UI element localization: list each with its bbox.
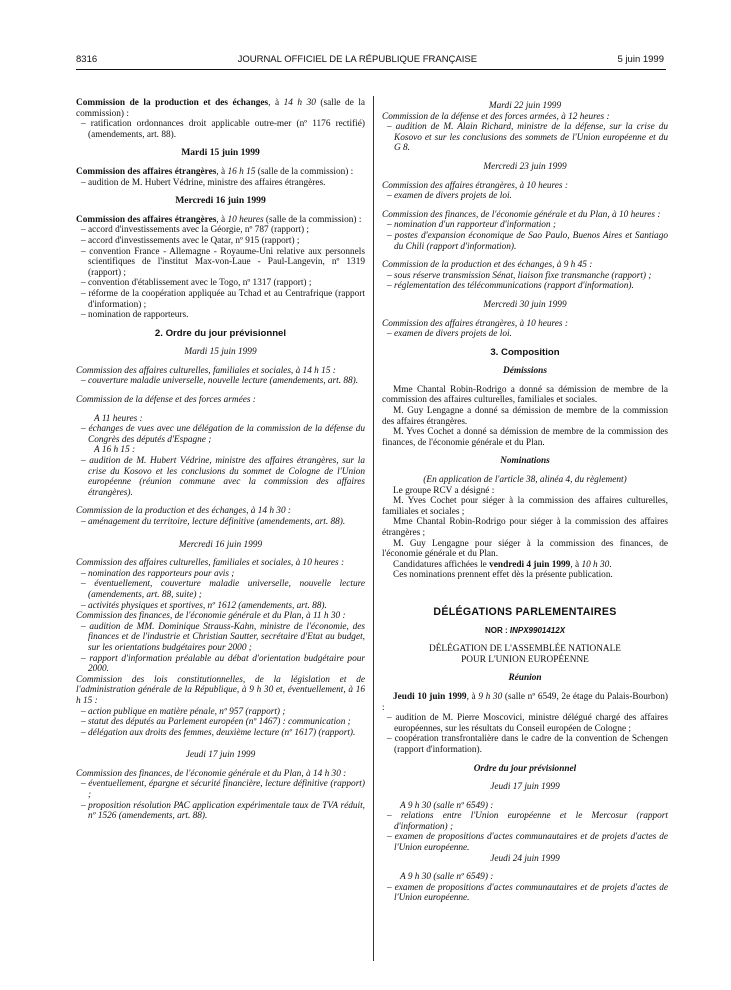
- paragraph: Mme Chantal Robin-Rodrigo pour siéger à la commission des affaires étrangères ;: [382, 517, 668, 538]
- paragraph: M. Yves Cochet pour siéger à la commission des affaires culturelles, familiales et sociales ;: [382, 496, 668, 517]
- paragraph: Jeudi 10 juin 1999, à 9 h 30 (salle nº 6549, 2e étage du Palais-Bourbon) :: [382, 691, 668, 713]
- commission-heading: Commission des finances, de l'économie générale et du Plan, à 11 h 30 :: [76, 611, 346, 622]
- section-title: 3. Composition: [490, 346, 560, 358]
- paragraph: M. Yves Cochet a donné sa démission de membre de la commission des finances, de l'économie générale et du Plan.: [382, 427, 668, 448]
- agenda-entry: Commission des affaires étrangères, à 10 heures (salle de la commission) :: [76, 214, 362, 225]
- agenda-item: – sous réserve transmission Sénat, liaison fixe transmanche (rapport) ;: [387, 270, 652, 281]
- commission-heading: Commission de la production et des échanges, à 9 h 45 :: [382, 260, 593, 271]
- agenda-item: – convention d'établissement avec le Togo, nº 1317 (rapport) ;: [81, 278, 312, 289]
- commission-heading: Commission des finances, de l'économie générale et du Plan, à 14 h 30 :: [76, 768, 347, 779]
- date-heading: Mercredi 23 juin 1999: [483, 161, 567, 172]
- delegation-name: DÉLÉGATION DE L'ASSEMBLÉE NATIONALE: [429, 644, 621, 655]
- agenda-item: – audition de M. Pierre Moscovici, ministre délégué chargé des affaires européennes, sur les résultats du Conseil européen de Cologne ;: [387, 713, 668, 734]
- agenda-item: – ratification ordonnances droit applicable outre-mer (nº 1176 rectifié) (amendements, art. 88).: [81, 119, 365, 140]
- agenda-entry: Commission des affaires étrangères, à 16 h 15 (salle de la commission) :: [76, 166, 354, 177]
- paragraph: Candidatures affichées le vendredi 4 juin 1999, à 10 h 30.: [393, 559, 612, 570]
- agenda-item: – examen de propositions d'actes communautaires et de projets d'actes de l'Union européenne.: [387, 832, 668, 854]
- agenda-item: – statut des députés au Parlement européen (nº 1467) : communication ;: [81, 717, 351, 728]
- agenda-item: – postes d'expansion économique de Sao Paulo, Buenos Aires et Santiago du Chili (rapport d'information).: [387, 230, 668, 252]
- agenda-item: – coopération transfrontalière dans le cadre de la convention de Schengen (rapport d'information).: [387, 734, 668, 755]
- agenda-item: – examen de propositions d'actes communautaires et de projets d'actes de l'Union européenne.: [387, 882, 668, 904]
- delegations-title: DÉLÉGATIONS PARLEMENTAIRES: [433, 605, 617, 618]
- agenda-item: – convention France - Allemagne - Royaume-Uni relative aux personnels scientifiques de l'institut Max-von-Laue - Paul-Langevin, nº 1319 (rapport) ;: [81, 246, 365, 278]
- paragraph: M. Guy Lengagne a donné sa démission de membre de la commission des affaires étrangères.: [382, 406, 668, 427]
- section-title: 2. Ordre du jour prévisionnel: [154, 327, 287, 339]
- agenda-item: – activités physiques et sportives, nº 1612 (amendements, art. 88).: [81, 600, 327, 611]
- commission-heading: Commission des affaires étrangères, à 10 heures :: [382, 318, 568, 329]
- date-heading: Mercredi 16 juin 1999: [178, 539, 263, 550]
- page-number: 8316: [76, 54, 98, 65]
- date-heading: Mercredi 30 juin 1999: [483, 299, 567, 310]
- agenda-item: – examen de divers projets de loi.: [387, 329, 512, 340]
- date-heading: Mercredi 16 juin 1999: [175, 195, 266, 207]
- agenda-item: – réforme de la coopération appliquée au Tchad et au Centrafrique (rapport d'information) ;: [81, 288, 365, 310]
- agenda-item: – éventuellement, épargne et sécurité financière, lecture définitive (rapport) ;: [81, 779, 365, 801]
- subsection-title: Nominations: [500, 456, 550, 467]
- agenda-item: – aménagement du territoire, lecture définitive (amendements, art. 88).: [81, 517, 346, 527]
- agenda-item: – audition de MM. Dominique Strauss-Kahn, ministre de l'économie, des finances et de l'industrie et Christian Sautter, secrétaire d'Etat au budget, sur les orientations budgétaires pour 2000 ;: [81, 621, 365, 653]
- time-heading: A 9 h 30 (salle nº 6549) :: [400, 872, 494, 883]
- nor-reference: NOR : INPX9901412X: [484, 625, 566, 635]
- date-heading: Jeudi 17 juin 1999: [185, 750, 256, 761]
- date-heading: Jeudi 24 juin 1999: [490, 853, 560, 864]
- agenda-item: – rapport d'information préalable au débat d'orientation budgétaire pour 2000.: [81, 653, 365, 675]
- agenda-item: – relations entre l'Union européenne et le Mercosur (rapport d'information) ;: [387, 811, 668, 832]
- paragraph: M. Guy Lengagne pour siéger à la commission des finances, de l'économie générale et du Plan.: [382, 538, 668, 560]
- date-heading: Jeudi 17 juin 1999: [490, 782, 560, 793]
- header-rule: [76, 69, 666, 70]
- agenda-item: – audition de M. Hubert Védrine, ministre des affaires étrangères.: [81, 177, 326, 188]
- commission-heading: Commission de la défense et des forces armées, à 12 heures :: [382, 111, 610, 122]
- agenda-item: – accord d'investissements avec la Géorgie, nº 787 (rapport) ;: [81, 225, 309, 236]
- right-column: [382, 101, 668, 904]
- delegation-name: POUR L'UNION EUROPÉENNE: [461, 654, 589, 665]
- date-heading: Mardi 22 juin 1999: [488, 101, 562, 111]
- commission-heading: Commission de la production et des échanges, à 14 h 30 :: [76, 506, 292, 517]
- commission-heading: Commission des lois constitutionnelles, de la législation et de l'administration générale de la République, à 9 h 30 et, éventuellement, à 16 h 15 :: [76, 674, 365, 706]
- agenda-item: – proposition résolution PAC application expérimentale taux de TVA réduit, nº 1526 (amendements, art. 88).: [81, 800, 365, 822]
- column-divider: [373, 96, 374, 961]
- agenda-item: – action publique en matière pénale, nº 957 (rapport) ;: [81, 706, 286, 717]
- agenda-entry: Commission de la production et des échanges, à 14 h 30 (salle de la commission) :: [76, 98, 366, 119]
- agenda-item: – nomination de rapporteurs.: [81, 310, 189, 321]
- regulation-note: (En application de l'article 38, alinéa 4, du règlement): [423, 475, 627, 486]
- journal-title: JOURNAL OFFICIEL DE LA RÉPUBLIQUE FRANÇAISE: [237, 54, 478, 65]
- commission-heading: Commission de la défense et des forces armées :: [76, 395, 256, 406]
- agenda-item: – accord d'investissements avec le Qatar, nº 915 (rapport) ;: [81, 235, 300, 246]
- page-header: [76, 54, 664, 65]
- agenda-item: – nomination d'un rapporteur d'information ;: [387, 220, 557, 231]
- time-heading: A 11 heures :: [94, 413, 143, 424]
- agenda-item: – couverture maladie universelle, nouvelle lecture (amendements, art. 88).: [81, 376, 359, 387]
- paragraph: Ces nominations prennent effet dès la présente publication.: [393, 570, 613, 581]
- agenda-item: – réglementation des télécommunications (rapport d'information).: [387, 281, 634, 292]
- commission-heading: Commission des affaires culturelles, familiales et sociales, à 10 heures :: [76, 558, 345, 569]
- agenda-item: – éventuellement, couverture maladie universelle, nouvelle lecture (amendements, art. 88, suite) ;: [81, 579, 365, 600]
- time-heading: A 16 h 15 :: [94, 445, 136, 456]
- agenda-item: – délégation aux droits des femmes, deuxième lecture (nº 1617) (rapport).: [81, 727, 356, 738]
- commission-heading: Commission des affaires culturelles, familiales et sociales, à 14 h 15 :: [76, 365, 336, 376]
- date-heading: Mardi 15 juin 1999: [181, 147, 260, 159]
- agenda-item: – échanges de vues avec une délégation de la commission de la défense du Congrès des députés d'Espagne ;: [81, 424, 365, 445]
- agenda-item: – examen de divers projets de loi.: [387, 191, 512, 202]
- commission-heading: Commission des affaires étrangères, à 10 heures :: [382, 180, 568, 191]
- time-heading: A 9 h 30 (salle nº 6549) :: [400, 800, 494, 811]
- left-column: [76, 98, 365, 822]
- subsection-title: Démissions: [503, 366, 547, 377]
- paragraph: Mme Chantal Robin-Rodrigo a donné sa démission de membre de la commission des affaires culturelles, familiales et sociales.: [382, 384, 668, 406]
- commission-heading: Commission des finances, de l'économie générale et du Plan, à 10 heures :: [382, 209, 661, 220]
- subsection-title: Réunion: [508, 673, 542, 684]
- agenda-item: – nomination des rapporteurs pour avis ;: [81, 568, 235, 579]
- date-heading: Mardi 15 juin 1999: [184, 347, 257, 358]
- paragraph: Le groupe RCV a désigné :: [393, 485, 495, 496]
- issue-date: 5 juin 1999: [617, 54, 664, 65]
- agenda-item: – audition de M. Hubert Védrine, ministre des affaires étrangères, sur la crise du Kosovo et les conclusions du sommet de Cologne de l'Union européenne (réunion commune avec la commission des affaires étrangères).: [81, 456, 365, 498]
- subsection-title: Ordre du jour prévisionnel: [473, 763, 577, 774]
- agenda-item: – audition de M. Alain Richard, ministre de la défense, sur la crise du Kosovo et sur les conclusions des sommets de l'Union européenne et du G 8.: [387, 122, 668, 154]
